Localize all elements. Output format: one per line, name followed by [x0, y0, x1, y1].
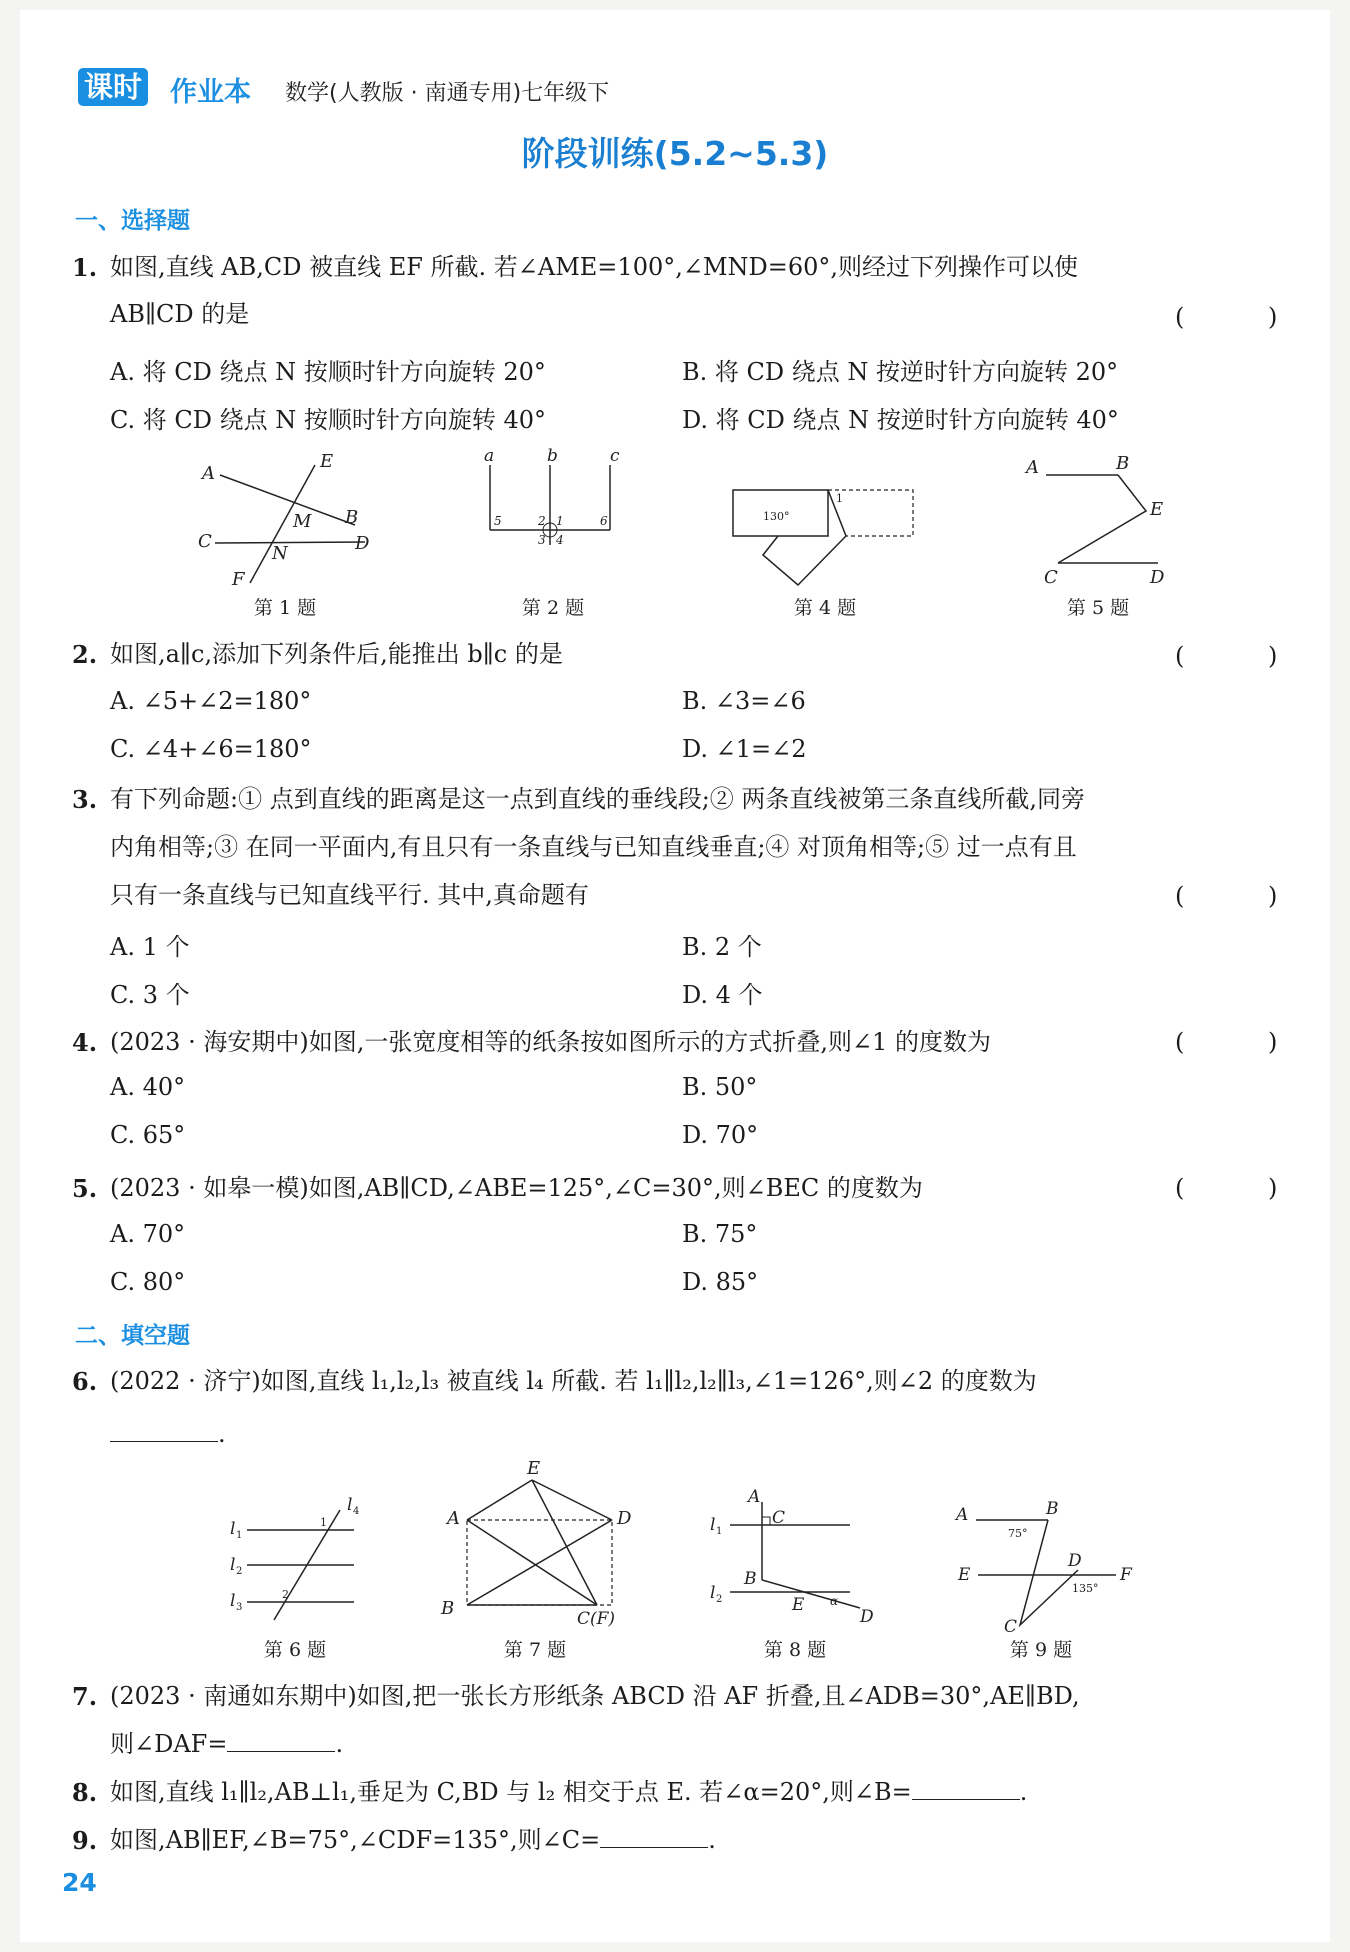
caption-fig5: 第 5 题	[1066, 597, 1130, 619]
f2-angle-1: 1	[556, 514, 564, 528]
figure-q8	[700, 1480, 874, 1630]
f7-label-a: A	[447, 1508, 460, 1529]
logo-badge: 课时	[78, 68, 148, 106]
figure-q5	[1018, 445, 1188, 595]
page-title: 阶段训练(5.2~5.3)	[521, 134, 829, 173]
f8-label-c: C	[772, 1508, 786, 1528]
f7-label-e: E	[527, 1458, 541, 1479]
q7-line1: (2023 · 南通如东期中)如图,把一张长方形纸条 ABCD 沿 AF 折叠,且∠ADB=30°,AE∥BD,	[110, 1682, 1080, 1710]
q4-option-d[interactable]: D. 70°	[682, 1121, 759, 1149]
f1-label-b: B	[345, 507, 359, 528]
q4-option-a[interactable]: A. 40°	[110, 1073, 186, 1101]
q3-line1: 有下列命题:① 点到直线的距离是这一点到直线的垂线段;② 两条直线被第三条直线所截,同旁	[110, 785, 1086, 813]
caption-fig1: 第 1 题	[253, 597, 317, 619]
f9-angle-135: 135°	[1072, 1582, 1099, 1595]
f2-label-a: a	[484, 446, 495, 466]
q8-blank[interactable]	[912, 1777, 1020, 1800]
f5-label-b: B	[1116, 453, 1130, 474]
q3-answer-paren[interactable]: ( )	[1175, 882, 1316, 910]
f8-label-b: B	[744, 1569, 757, 1589]
q1-line2: AB∥CD 的是	[110, 300, 250, 328]
q3-option-b[interactable]: B. 2 个	[682, 933, 762, 961]
f5-label-d: D	[1150, 567, 1165, 588]
f9-label-e: E	[958, 1565, 971, 1585]
section-choice-heading: 一、选择题	[75, 208, 190, 234]
q9-blank[interactable]	[600, 1825, 708, 1848]
figure-q1	[190, 445, 390, 595]
q3-option-d[interactable]: D. 4 个	[682, 981, 763, 1009]
q6-number: 6.	[72, 1367, 98, 1396]
f8-label-l2: l	[710, 1583, 716, 1603]
f8-label-alpha: α	[830, 1594, 839, 1608]
f9-label-a: A	[956, 1505, 969, 1525]
q6-answer-line[interactable]	[110, 1410, 226, 1458]
q3-line2: 内角相等;③ 在同一平面内,有且只有一条直线与已知直线垂直;④ 对顶角相等;⑤ 过一点有且	[110, 833, 1077, 861]
q9-period: .	[708, 1826, 716, 1854]
figure-q7	[437, 1458, 637, 1628]
q2-option-a[interactable]: A. ∠5+∠2=180°	[110, 687, 312, 715]
f1-label-f: F	[232, 569, 245, 590]
q8-line	[110, 1768, 1027, 1816]
q5-option-c[interactable]: C. 80°	[110, 1268, 186, 1296]
f1-label-d: D	[355, 533, 370, 554]
f8-sub-1: 1	[716, 1526, 723, 1537]
caption-fig6: 第 6 题	[263, 1639, 327, 1661]
q6-blank[interactable]	[110, 1419, 218, 1442]
q3-number: 3.	[72, 785, 98, 814]
q1-option-c[interactable]: C. 将 CD 绕点 N 按顺时针方向旋转 40°	[110, 406, 547, 434]
f6-angle-1: 1	[320, 1516, 327, 1529]
f9-label-b: B	[1046, 1499, 1059, 1519]
q5-line1: (2023 · 如皋一模)如图,AB∥CD,∠ABE=125°,∠C=30°,则∠BEC 的度数为	[110, 1174, 923, 1202]
q2-option-b[interactable]: B. ∠3=∠6	[682, 687, 806, 715]
q1-line1: 如图,直线 AB,CD 被直线 EF 所截. 若∠AME=100°,∠MND=60°,则经过下列操作可以使	[110, 253, 1079, 281]
f6-label-l4: l	[347, 1495, 353, 1515]
f8-label-l1: l	[710, 1515, 716, 1535]
f7-label-b: B	[441, 1598, 455, 1619]
q7-blank[interactable]	[227, 1729, 335, 1752]
f1-label-c: C	[198, 531, 212, 552]
q1-option-b[interactable]: B. 将 CD 绕点 N 按逆时针方向旋转 20°	[682, 358, 1119, 386]
q6-period: .	[218, 1420, 226, 1448]
q3-line3: 只有一条直线与已知直线平行. 其中,真命题有	[110, 881, 589, 909]
caption-fig2: 第 2 题	[521, 597, 585, 619]
figure-q9	[948, 1490, 1138, 1635]
f1-label-n: N	[272, 543, 288, 564]
f6-angle-2: 2	[282, 1588, 289, 1601]
f6-label-l2: l	[230, 1555, 236, 1575]
q1-option-a[interactable]: A. 将 CD 绕点 N 按顺时针方向旋转 20°	[110, 358, 546, 386]
section-fill-heading: 二、填空题	[75, 1323, 190, 1349]
f6-sub-4: 4	[353, 1506, 360, 1517]
figure-q2	[470, 445, 640, 565]
f8-label-a: A	[748, 1487, 761, 1507]
q7-period: .	[335, 1730, 344, 1758]
q7-line2	[110, 1720, 343, 1768]
caption-fig7: 第 7 题	[503, 1639, 567, 1661]
figure-q4	[728, 480, 918, 590]
logo-text: 作业本	[170, 77, 251, 108]
f9-label-d: D	[1068, 1551, 1082, 1571]
q2-number: 2.	[72, 640, 98, 669]
f4-angle-130: 130°	[763, 510, 790, 523]
q9-text: 如图,AB∥EF,∠B=75°,∠CDF=135°,则∠C=	[110, 1826, 601, 1854]
q5-number: 5.	[72, 1174, 98, 1203]
f6-label-l3: l	[230, 1591, 236, 1611]
f8-label-e: E	[792, 1595, 805, 1615]
q1-number: 1.	[72, 253, 98, 282]
f2-label-c: c	[610, 446, 620, 466]
f2-angle-2: 2	[538, 514, 546, 528]
f5-label-a: A	[1026, 457, 1039, 478]
f8-label-d: D	[860, 1607, 874, 1627]
f2-angle-5: 5	[494, 514, 502, 528]
q7-line2-start: 则∠DAF=	[110, 1730, 228, 1758]
f2-angle-6: 6	[600, 514, 608, 528]
q8-period: .	[1019, 1778, 1028, 1806]
f1-label-e: E	[320, 451, 334, 472]
q2-answer-paren[interactable]: ( )	[1175, 642, 1316, 670]
q2-option-c[interactable]: C. ∠4+∠6=180°	[110, 735, 312, 763]
f2-label-b: b	[547, 446, 558, 466]
f8-sub-2: 2	[716, 1594, 723, 1605]
q9-number: 9.	[72, 1826, 98, 1855]
f9-label-c: C	[1004, 1617, 1018, 1637]
f9-angle-75: 75°	[1008, 1527, 1028, 1540]
f1-label-m: M	[293, 511, 312, 532]
q4-number: 4.	[72, 1028, 98, 1057]
f5-label-c: C	[1044, 567, 1058, 588]
q2-option-d[interactable]: D. ∠1=∠2	[682, 735, 807, 763]
f9-label-f: F	[1120, 1565, 1132, 1585]
q4-answer-paren[interactable]: ( )	[1175, 1028, 1316, 1056]
q9-line	[110, 1816, 716, 1864]
f1-label-a: A	[202, 463, 215, 484]
q3-option-c[interactable]: C. 3 个	[110, 981, 190, 1009]
q2-line1: 如图,a∥c,添加下列条件后,能推出 b∥c 的是	[110, 640, 563, 668]
f6-label-l1: l	[230, 1519, 236, 1539]
q5-option-b[interactable]: B. 75°	[682, 1220, 758, 1248]
q3-option-a[interactable]: A. 1 个	[110, 933, 190, 961]
q6-line1: (2022 · 济宁)如图,直线 l₁,l₂,l₃ 被直线 l₄ 所截. 若 l₁∥l₂,l₂∥l₃,∠1=126°,则∠2 的度数为	[110, 1367, 1037, 1395]
f6-sub-1: 1	[236, 1530, 243, 1541]
f7-label-cf: C(F)	[577, 1609, 616, 1629]
caption-fig4: 第 4 题	[793, 597, 857, 619]
caption-fig9: 第 9 题	[1009, 1639, 1073, 1661]
f2-angle-4: 4	[556, 533, 564, 547]
q4-option-b[interactable]: B. 50°	[682, 1073, 758, 1101]
q1-answer-paren[interactable]: ( )	[1175, 303, 1316, 331]
q5-option-d[interactable]: D. 85°	[682, 1268, 759, 1296]
f7-label-d: D	[617, 1508, 632, 1529]
q7-number: 7.	[72, 1682, 98, 1711]
q5-answer-paren[interactable]: ( )	[1175, 1174, 1316, 1202]
q4-option-c[interactable]: C. 65°	[110, 1121, 186, 1149]
f2-angle-3: 3	[538, 533, 546, 547]
book-subtitle: 数学(人教版 · 南通专用)七年级下	[285, 81, 610, 106]
f6-sub-3: 3	[236, 1602, 243, 1613]
f4-angle-1: 1	[836, 492, 843, 505]
page-number: 24	[62, 1868, 97, 1897]
caption-fig8: 第 8 题	[763, 1639, 827, 1661]
f6-sub-2: 2	[236, 1566, 243, 1577]
q4-line1: (2023 · 海安期中)如图,一张宽度相等的纸条按如图所示的方式折叠,则∠1 的度数为	[110, 1028, 991, 1056]
figure-q6	[222, 1490, 372, 1625]
f5-label-e: E	[1150, 499, 1164, 520]
q1-option-d[interactable]: D. 将 CD 绕点 N 按逆时针方向旋转 40°	[682, 406, 1119, 434]
q5-option-a[interactable]: A. 70°	[110, 1220, 186, 1248]
q8-text: 如图,直线 l₁∥l₂,AB⊥l₁,垂足为 C,BD 与 l₂ 相交于点 E. 若∠α=20°,则∠B=	[110, 1778, 912, 1806]
q8-number: 8.	[72, 1778, 98, 1807]
